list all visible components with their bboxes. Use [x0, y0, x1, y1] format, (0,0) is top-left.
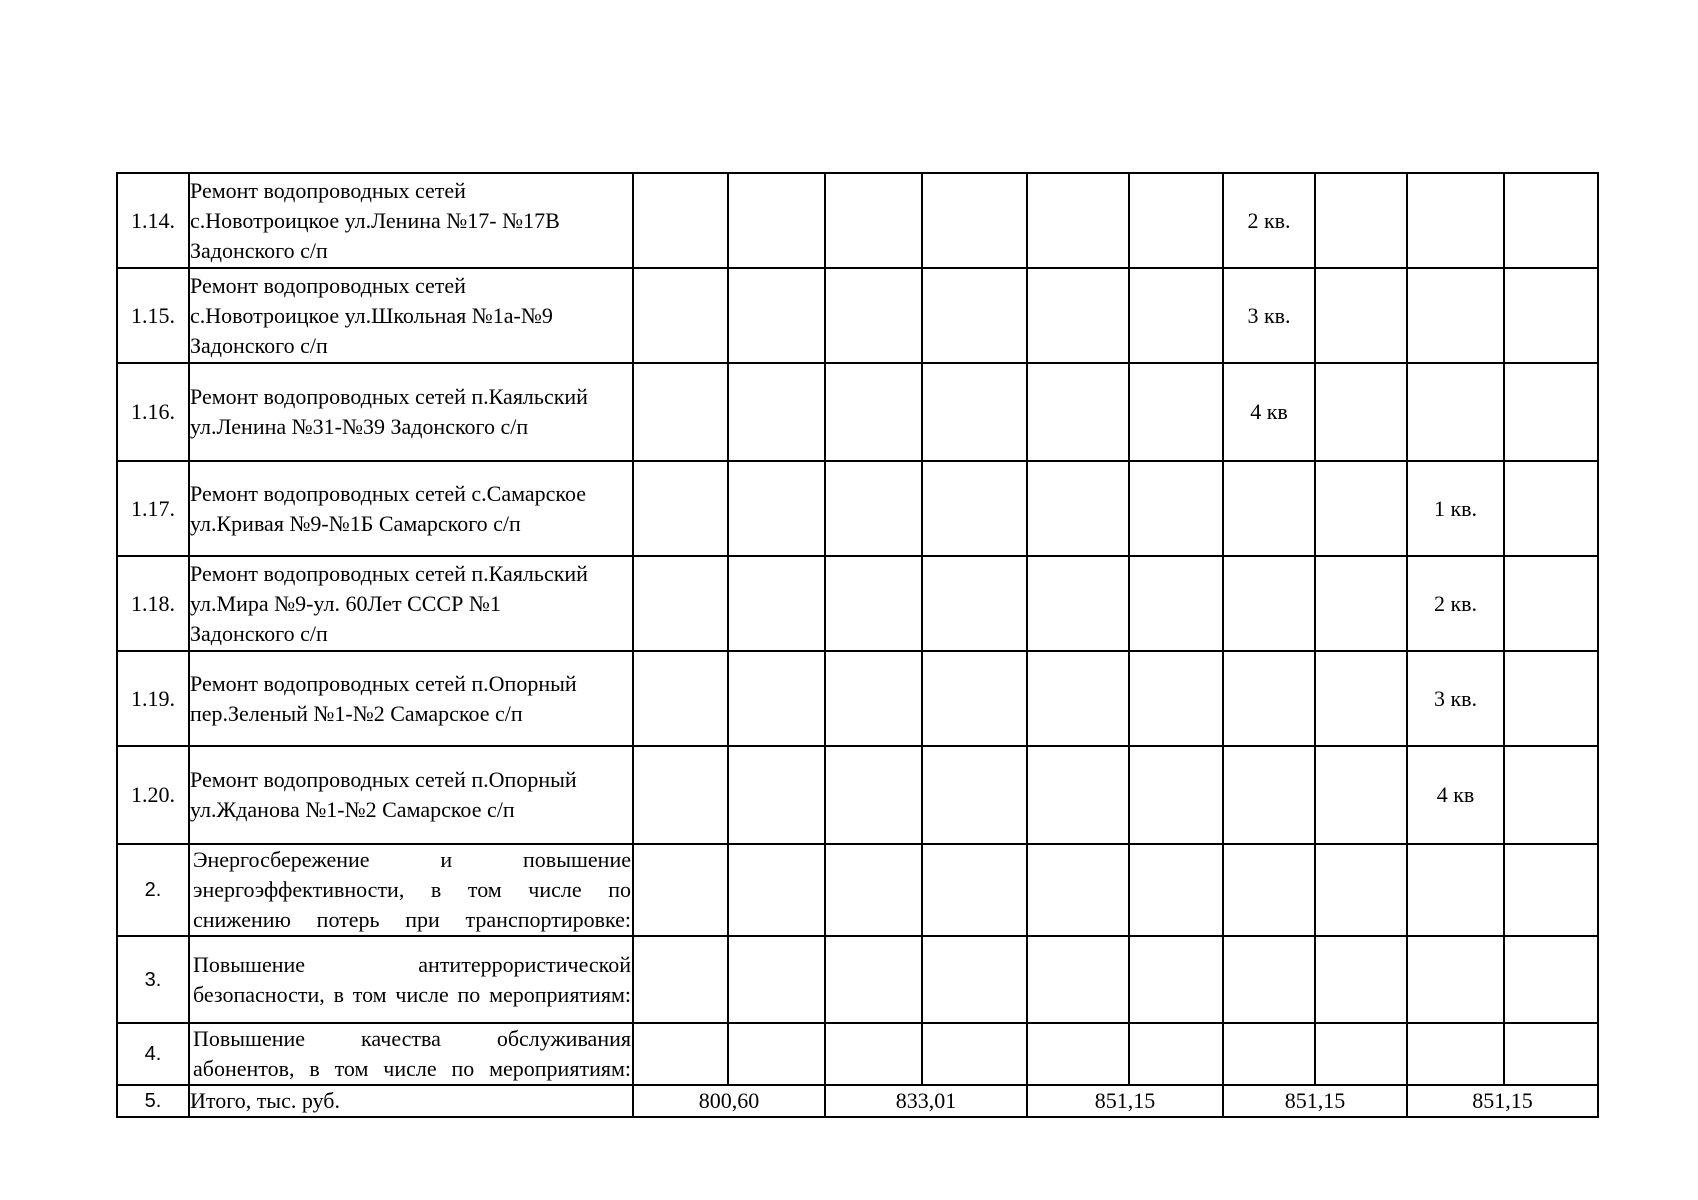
- empty-cell: [1129, 746, 1223, 844]
- section-row: [117, 844, 1598, 936]
- section-title: Повышение антитеррористической безопасности, в том числе по мероприятиям:: [189, 936, 633, 1023]
- schedule-quarter: 2 кв.: [1223, 173, 1315, 268]
- row-number: 1.16.: [117, 363, 189, 461]
- empty-cell: [1504, 651, 1598, 746]
- empty-cell: [922, 461, 1027, 556]
- row-description: [189, 746, 633, 844]
- empty-cell: [728, 363, 825, 461]
- empty-cell: [1027, 746, 1129, 844]
- description-line: Ремонт водопроводных сетей: [190, 272, 466, 298]
- total-label: Итого, тыс. руб.: [189, 1085, 633, 1117]
- empty-cell: [728, 844, 825, 936]
- empty-cell: [633, 556, 728, 651]
- empty-cell: [1315, 363, 1407, 461]
- plan-table: [116, 172, 1599, 1118]
- total-number: 5.: [117, 1085, 189, 1117]
- table-row: [117, 268, 1598, 363]
- empty-cell: [633, 746, 728, 844]
- section-title: Энергосбережение и повышение энергоэффективности, в том числе по снижению потерь при транспортировке:: [189, 844, 633, 936]
- empty-cell: [825, 746, 922, 844]
- empty-cell: [728, 1023, 825, 1085]
- description-line: Задонского с/п: [190, 237, 328, 263]
- empty-cell: [1129, 268, 1223, 363]
- description-line: Ремонт водопроводных сетей п.Каяльский: [190, 384, 588, 409]
- empty-cell: [1315, 173, 1407, 268]
- empty-cell: [922, 936, 1027, 1023]
- description-line: Задонского с/п: [190, 332, 328, 358]
- section-row: [117, 936, 1598, 1023]
- empty-cell: [1223, 936, 1315, 1023]
- schedule-quarter: 4 кв: [1407, 746, 1504, 844]
- empty-cell: [1315, 268, 1407, 363]
- empty-cell: [922, 268, 1027, 363]
- empty-cell: [1315, 844, 1407, 936]
- empty-cell: [1129, 1023, 1223, 1085]
- empty-cell: [633, 461, 728, 556]
- empty-cell: [1315, 651, 1407, 746]
- empty-cell: [633, 173, 728, 268]
- schedule-quarter: 2 кв.: [1407, 556, 1504, 651]
- total-value: 800,60: [633, 1085, 825, 1117]
- description-line: Ремонт водопроводных сетей п.Опорный: [190, 670, 577, 696]
- total-value: 833,01: [825, 1085, 1027, 1117]
- schedule-quarter: 1 кв.: [1407, 461, 1504, 556]
- row-description: [189, 556, 633, 651]
- description-line: Ремонт водопроводных сетей п.Опорный: [190, 767, 577, 792]
- row-number: 1.17.: [117, 461, 189, 556]
- total-value: 851,15: [1223, 1085, 1407, 1117]
- empty-cell: [1504, 363, 1598, 461]
- description-line: ул.Кривая №9-№1Б Самарского с/п: [190, 510, 521, 536]
- empty-cell: [728, 556, 825, 651]
- empty-cell: [728, 746, 825, 844]
- empty-cell: [1027, 173, 1129, 268]
- empty-cell: [922, 173, 1027, 268]
- total-value: 851,15: [1027, 1085, 1223, 1117]
- row-number: 1.15.: [117, 268, 189, 363]
- empty-cell: [1315, 461, 1407, 556]
- description-line: Ремонт водопроводных сетей с.Самарское: [190, 480, 586, 506]
- empty-cell: [1504, 746, 1598, 844]
- empty-cell: [728, 651, 825, 746]
- row-description: [189, 461, 633, 556]
- empty-cell: [1407, 268, 1504, 363]
- empty-cell: [1504, 844, 1598, 936]
- description-line: Ремонт водопроводных сетей: [190, 177, 466, 203]
- total-value: 851,15: [1407, 1085, 1598, 1117]
- schedule-quarter: 3 кв.: [1407, 651, 1504, 746]
- empty-cell: [1027, 268, 1129, 363]
- empty-cell: [728, 461, 825, 556]
- empty-cell: [1027, 461, 1129, 556]
- empty-cell: [633, 363, 728, 461]
- section-number: 3.: [117, 936, 189, 1023]
- empty-cell: [1407, 1023, 1504, 1085]
- description-line: с.Новотроицкое ул.Ленина №17- №17В: [190, 207, 560, 233]
- description-line: ул.Ленина №31-№39 Задонского с/п: [190, 414, 529, 439]
- empty-cell: [1504, 1023, 1598, 1085]
- schedule-quarter: 3 кв.: [1223, 268, 1315, 363]
- row-number: 1.14.: [117, 173, 189, 268]
- section-number: 4.: [117, 1023, 189, 1085]
- empty-cell: [825, 651, 922, 746]
- empty-cell: [1129, 936, 1223, 1023]
- description-line: Ремонт водопроводных сетей п.Каяльский: [190, 560, 588, 586]
- empty-cell: [825, 556, 922, 651]
- empty-cell: [1027, 651, 1129, 746]
- table-row: [117, 556, 1598, 651]
- empty-cell: [633, 268, 728, 363]
- table-row: [117, 461, 1598, 556]
- total-row: [117, 1085, 1598, 1117]
- empty-cell: [1315, 1023, 1407, 1085]
- empty-cell: [1315, 746, 1407, 844]
- empty-cell: [1027, 1023, 1129, 1085]
- empty-cell: [1129, 651, 1223, 746]
- empty-cell: [728, 173, 825, 268]
- empty-cell: [922, 363, 1027, 461]
- empty-cell: [1407, 936, 1504, 1023]
- empty-cell: [1027, 363, 1129, 461]
- empty-cell: [1223, 746, 1315, 844]
- table-row: [117, 173, 1598, 268]
- description-line: ул.Мира №9-ул. 60Лет СССР №1: [190, 590, 501, 616]
- row-description: [189, 173, 633, 268]
- description-line: с.Новотроицкое ул.Школьная №1а-№9: [190, 302, 553, 328]
- empty-cell: [1407, 173, 1504, 268]
- empty-cell: [825, 844, 922, 936]
- table-row: [117, 746, 1598, 844]
- empty-cell: [1315, 556, 1407, 651]
- description-line: ул.Жданова №1-№2 Самарское с/п: [190, 797, 515, 822]
- empty-cell: [1223, 1023, 1315, 1085]
- row-description: [189, 268, 633, 363]
- empty-cell: [922, 556, 1027, 651]
- empty-cell: [922, 844, 1027, 936]
- empty-cell: [633, 1023, 728, 1085]
- empty-cell: [1223, 651, 1315, 746]
- section-number: 2.: [117, 844, 189, 936]
- empty-cell: [1315, 936, 1407, 1023]
- empty-cell: [1129, 461, 1223, 556]
- empty-cell: [1129, 173, 1223, 268]
- section-row: [117, 1023, 1598, 1085]
- empty-cell: [1129, 556, 1223, 651]
- empty-cell: [1027, 936, 1129, 1023]
- empty-cell: [1504, 936, 1598, 1023]
- table-row: [117, 363, 1598, 461]
- empty-cell: [1129, 844, 1223, 936]
- empty-cell: [1407, 363, 1504, 461]
- empty-cell: [1504, 173, 1598, 268]
- schedule-quarter: 4 кв: [1223, 363, 1315, 461]
- empty-cell: [825, 268, 922, 363]
- empty-cell: [1223, 556, 1315, 651]
- empty-cell: [922, 746, 1027, 844]
- table-row: [117, 651, 1598, 746]
- empty-cell: [1027, 556, 1129, 651]
- empty-cell: [825, 173, 922, 268]
- empty-cell: [633, 651, 728, 746]
- empty-cell: [1504, 556, 1598, 651]
- row-number: 1.20.: [117, 746, 189, 844]
- description-line: Задонского с/п: [190, 620, 328, 646]
- empty-cell: [1027, 844, 1129, 936]
- row-description: [189, 363, 633, 461]
- plan-table-body: [117, 173, 1598, 1117]
- empty-cell: [1504, 268, 1598, 363]
- row-description: [189, 651, 633, 746]
- empty-cell: [1223, 461, 1315, 556]
- empty-cell: [922, 1023, 1027, 1085]
- description-line: пер.Зеленый №1-№2 Самарское с/п: [190, 700, 523, 726]
- empty-cell: [825, 461, 922, 556]
- empty-cell: [633, 844, 728, 936]
- row-number: 1.19.: [117, 651, 189, 746]
- empty-cell: [825, 936, 922, 1023]
- empty-cell: [1223, 844, 1315, 936]
- empty-cell: [728, 268, 825, 363]
- empty-cell: [1407, 844, 1504, 936]
- empty-cell: [1129, 363, 1223, 461]
- section-title: Повышение качества обслуживания абонентов, в том числе по мероприятиям:: [189, 1023, 633, 1085]
- empty-cell: [1504, 461, 1598, 556]
- empty-cell: [922, 651, 1027, 746]
- empty-cell: [633, 936, 728, 1023]
- empty-cell: [728, 936, 825, 1023]
- row-number: 1.18.: [117, 556, 189, 651]
- empty-cell: [825, 363, 922, 461]
- empty-cell: [825, 1023, 922, 1085]
